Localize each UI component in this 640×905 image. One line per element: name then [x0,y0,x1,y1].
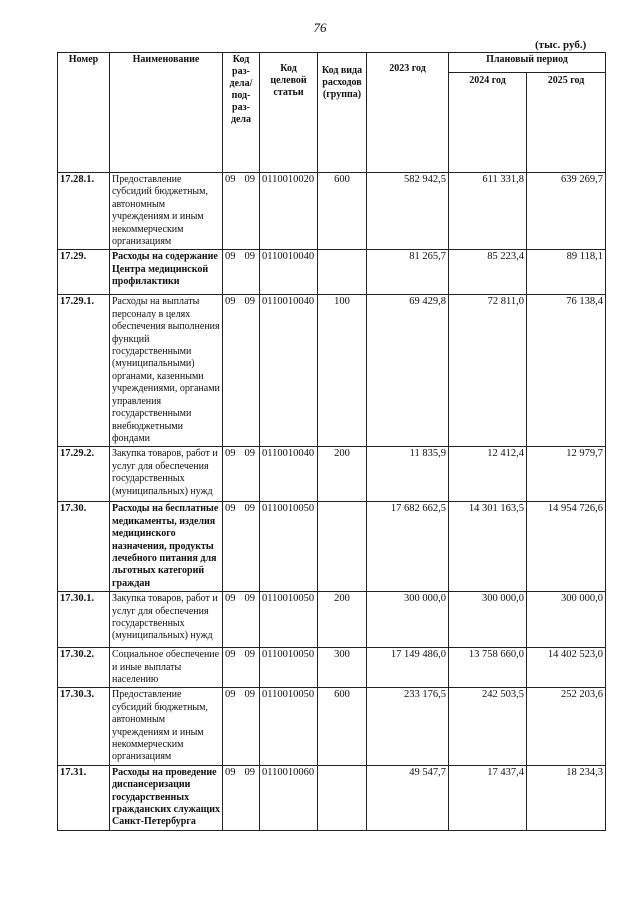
row-amount-2025: 300 000,0 [527,592,606,648]
row-expense-type [318,502,367,592]
row-number: 17.30. [58,502,110,592]
row-number: 17.29. [58,250,110,295]
row-expense-type [318,765,367,830]
row-amount-2024: 85 223,4 [449,250,527,295]
row-amount-2025: 14 954 726,6 [527,502,606,592]
table-row [58,765,606,830]
row-number: 17.31. [58,765,110,830]
row-amount-2025: 14 402 523,0 [527,648,606,688]
row-target-code: 0110010040 [260,447,318,502]
row-target-code: 0110010040 [260,295,318,447]
table-row [58,592,606,648]
row-section-code [223,648,260,688]
row-amount-2024: 12 412,4 [449,447,527,502]
row-target-code: 0110010040 [260,250,318,295]
row-target-code: 0110010060 [260,765,318,830]
table-body [58,173,606,831]
subsection-code: 09 [244,296,255,308]
row-section-code [223,688,260,765]
row-section-code [223,295,260,447]
row-name: Расходы на проведение диспансеризации государственных гражданских служащих Санкт-Петербурга [110,765,223,830]
header-section: Код раз-дела/ под-раз-дела [223,53,260,173]
header-expense-type: Код вида расходов (группа) [318,53,367,173]
row-amount-2023: 233 176,5 [367,688,449,765]
row-section-code [223,447,260,502]
row-expense-type: 200 [318,447,367,502]
section-code: 09 [225,593,236,605]
row-name: Социальное обеспечение и иные выплаты населению [110,648,223,688]
row-name: Закупка товаров, работ и услуг для обеспечения государственных (муниципальных) нужд [110,447,223,502]
header-2025: 2025 год [527,73,606,173]
row-name: Закупка товаров, работ и услуг для обеспечения государственных (муниципальных) нужд [110,592,223,648]
table-row [58,502,606,592]
row-amount-2023: 81 265,7 [367,250,449,295]
header-plan-period: Плановый период [449,53,606,73]
row-amount-2025: 12 979,7 [527,447,606,502]
row-expense-type: 600 [318,173,367,250]
header-name: Наименование [110,53,223,173]
section-code: 09 [225,296,236,308]
section-code: 09 [225,649,236,661]
units-label: (тыс. руб.) [535,39,587,51]
section-code: 09 [225,448,236,460]
subsection-code: 09 [244,174,255,185]
row-name: Предоставление субсидий бюджетным, автономным учреждениям и иным некоммерческим организациям [110,173,223,250]
row-amount-2024: 300 000,0 [449,592,527,648]
row-amount-2024: 14 301 163,5 [449,502,527,592]
row-section-code [223,173,260,250]
row-expense-type: 200 [318,592,367,648]
table-row [58,173,606,250]
row-amount-2023: 11 835,9 [367,447,449,502]
row-amount-2024: 611 331,8 [449,173,527,250]
row-expense-type: 100 [318,295,367,447]
budget-table [57,52,606,831]
subsection-code: 09 [244,649,255,661]
row-amount-2025: 89 118,1 [527,250,606,295]
row-amount-2024: 242 503,5 [449,688,527,765]
subsection-code: 09 [244,689,255,701]
row-amount-2025: 639 269,7 [527,173,606,250]
row-amount-2023: 582 942,5 [367,173,449,250]
row-name: Расходы на выплаты персоналу в целях обеспечения выполнения функций государственными (муниципальными) органами, казенными учреждениями, органами управления государственными внебюджетными фондами [110,295,223,447]
row-expense-type: 300 [318,648,367,688]
row-name: Расходы на содержание Центра медицинской профилактики [110,250,223,295]
row-amount-2025: 76 138,4 [527,295,606,447]
row-target-code: 0110010020 [260,173,318,250]
row-amount-2023: 69 429,8 [367,295,449,447]
row-number: 17.29.1. [58,295,110,447]
row-amount-2023: 17 149 486,0 [367,648,449,688]
row-target-code: 0110010050 [260,592,318,648]
row-number: 17.30.3. [58,688,110,765]
header-target-code: Код целевой статьи [260,53,318,173]
row-expense-type: 600 [318,688,367,765]
row-amount-2023: 300 000,0 [367,592,449,648]
row-section-code [223,250,260,295]
section-code: 09 [225,766,236,778]
table-row [58,688,606,765]
section-code: 09 [225,251,236,263]
subsection-code: 09 [244,766,255,778]
row-number: 17.29.2. [58,447,110,502]
table-row [58,648,606,688]
row-number: 17.30.1. [58,592,110,648]
row-target-code: 0110010050 [260,688,318,765]
section-code: 09 [225,174,236,185]
row-amount-2023: 17 682 662,5 [367,502,449,592]
row-section-code [223,592,260,648]
subsection-code: 09 [244,448,255,460]
subsection-code: 09 [244,503,255,515]
row-target-code: 0110010050 [260,502,318,592]
header-2024: 2024 год [449,73,527,173]
subsection-code: 09 [244,251,255,263]
header-2023: 2023 год [367,53,449,173]
row-section-code [223,502,260,592]
header-number: Номер [58,53,110,173]
row-target-code: 0110010050 [260,648,318,688]
section-code: 09 [225,503,236,515]
row-amount-2025: 252 203,6 [527,688,606,765]
row-amount-2024: 13 758 660,0 [449,648,527,688]
section-code: 09 [225,689,236,701]
table-row [58,295,606,447]
row-name: Предоставление субсидий бюджетным, автономным учреждениям и иным некоммерческим организациям [110,688,223,765]
row-amount-2024: 72 811,0 [449,295,527,447]
row-number: 17.30.2. [58,648,110,688]
row-section-code [223,765,260,830]
row-number: 17.28.1. [58,173,110,250]
table-row [58,447,606,502]
page-number: 76 [313,20,327,35]
row-amount-2023: 49 547,7 [367,765,449,830]
subsection-code: 09 [244,593,255,605]
row-expense-type [318,250,367,295]
table-row [58,250,606,295]
row-amount-2025: 18 234,3 [527,765,606,830]
row-name: Расходы на бесплатные медикаменты, изделия медицинского назначения, продукты лечебного питания для льготных категорий граждан [110,502,223,592]
row-amount-2024: 17 437,4 [449,765,527,830]
